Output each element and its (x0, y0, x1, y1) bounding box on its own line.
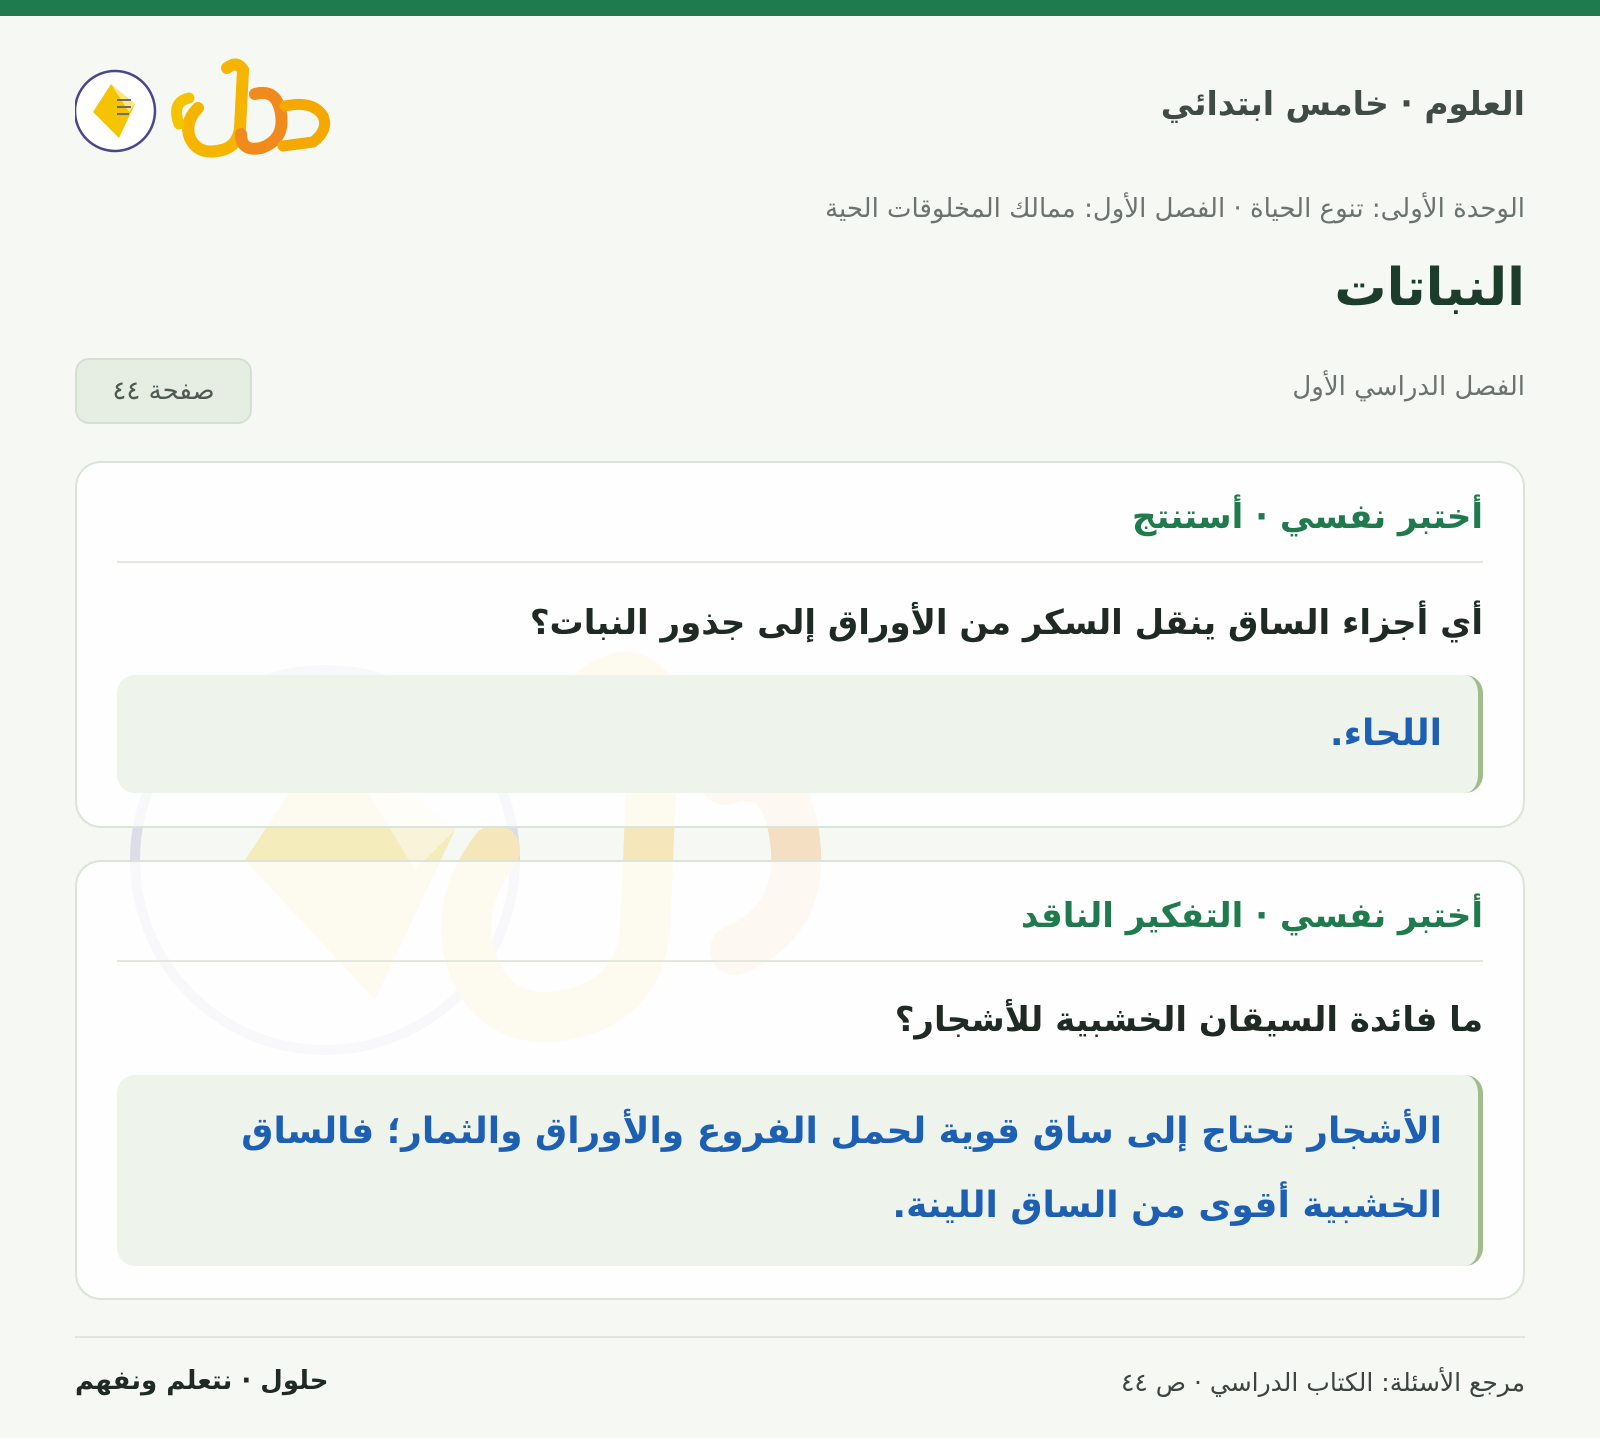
answer-box: اللحاء. (117, 675, 1483, 793)
question-text: أي أجزاء الساق ينقل السكر من الأوراق إلى جذور النبات؟ (529, 603, 1483, 643)
breadcrumb: الوحدة الأولى: تنوع الحياة · الفصل الأول: ممالك المخلوقات الحية (825, 194, 1525, 224)
page-number-badge: صفحة ٤٤ (75, 358, 252, 424)
site-header (75, 48, 1525, 168)
card-heading: أختبر نفسي · التفكير الناقد (1020, 896, 1483, 936)
top-accent-bar (0, 0, 1600, 16)
footer-reference: مرجع الأسئلة: الكتاب الدراسي · ص ٤٤ (1120, 1368, 1525, 1397)
answer-box: الأشجار تحتاج إلى ساق قوية لحمل الفروع والأوراق والثمار؛ فالساق الخشبية أقوى من الساق اللينة. (117, 1075, 1483, 1266)
card-header (117, 463, 1483, 563)
site-logo[interactable] (75, 54, 335, 164)
question-card (75, 461, 1525, 828)
question-text: ما فائدة السيقان الخشبية للأشجار؟ (894, 1000, 1483, 1040)
footer-divider (75, 1336, 1525, 1338)
card-header (117, 862, 1483, 962)
footer-brand: حلول · نتعلم ونفهم (75, 1366, 329, 1396)
page-title: النباتات (1334, 258, 1525, 318)
card-heading: أختبر نفسي · أستنتج (1132, 497, 1483, 537)
subject-grade-title: العلوم · خامس ابتدائي (1160, 84, 1525, 123)
book-emblem-icon (75, 71, 155, 151)
question-card (75, 860, 1525, 1300)
semester-label: الفصل الدراسي الأول (1292, 372, 1525, 402)
